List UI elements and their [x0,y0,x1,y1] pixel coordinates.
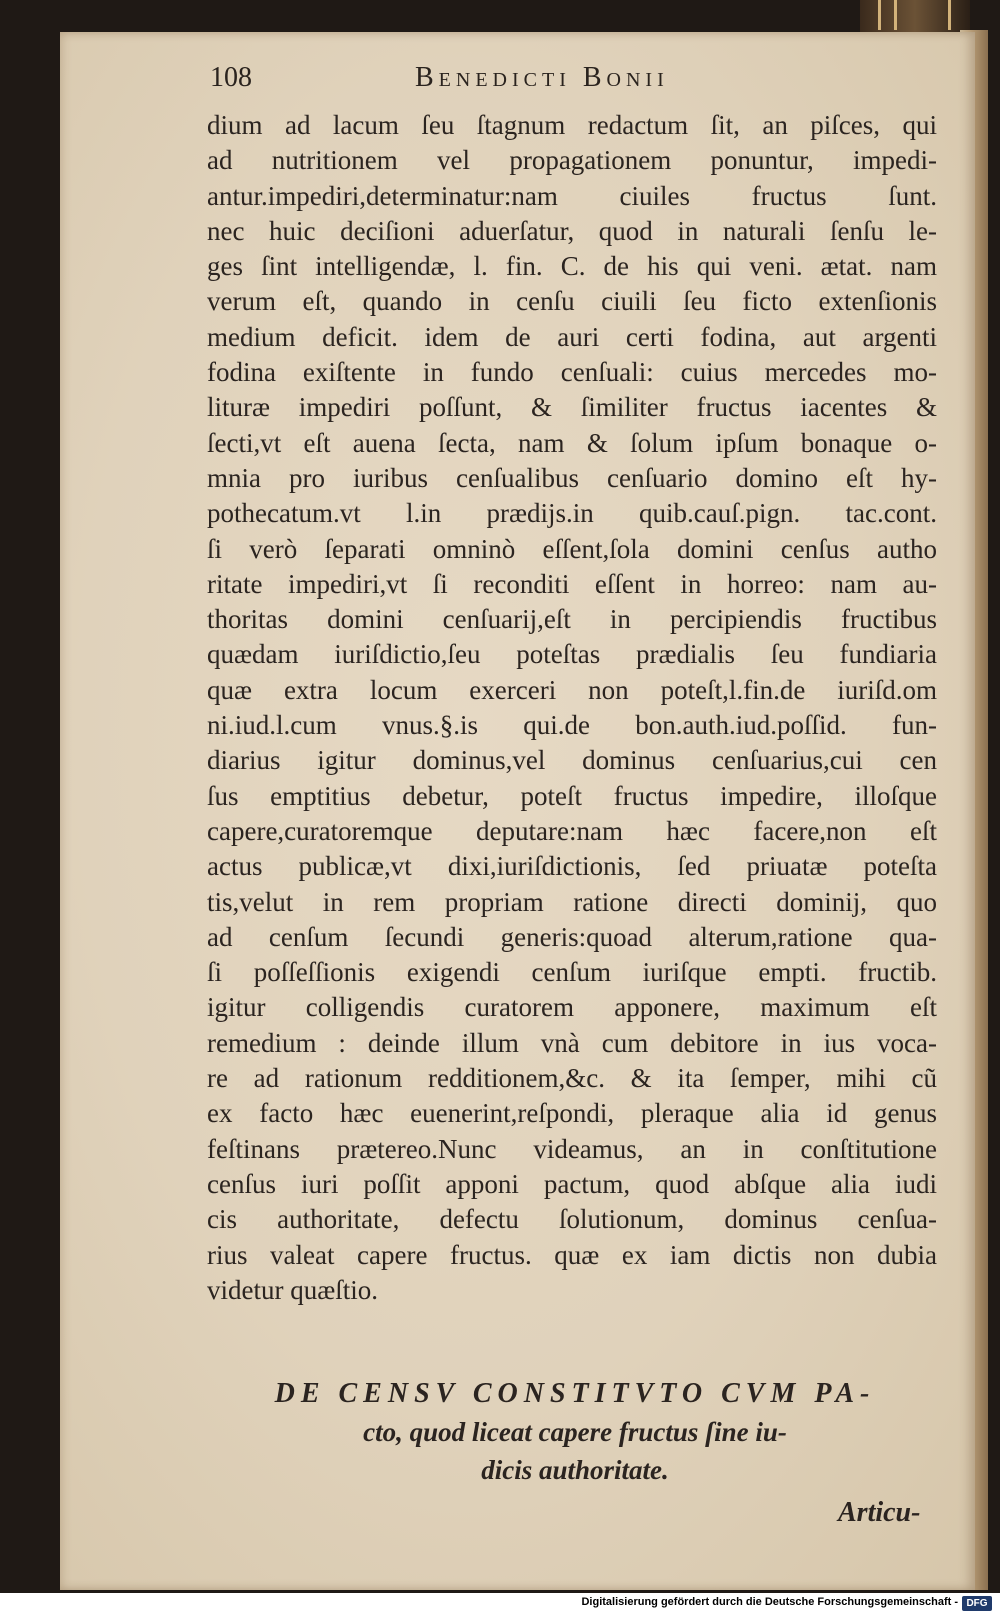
digitization-footer [0,1593,1000,1615]
text-line: rius valeat capere fructus. quæ ex iam dictis non dubia [207,1239,937,1270]
running-head: Benedicti Bonii [415,62,669,93]
funding-credit: Digitalisierung gefördert durch die Deutsche Forschungsgemeinschaft - [581,1596,958,1608]
text-line: videtur quæſtio. [207,1274,378,1305]
binding-thread [894,0,897,30]
text-line: quædam iuriſdictio,ſeu poteſtas prædialis ſeu fundiaria [207,639,937,670]
text-line: re ad rationum redditionem,&c. & ita ſemper, mihi cũ [207,1063,937,1094]
text-line: ex facto hæc euenerint,reſpondi, pleraque alia id genus [207,1098,937,1129]
section-heading-line: dicis authoritate. [481,1455,669,1485]
text-line: capere,curatoremque deputare:nam hæc facere,non eſt [207,815,937,846]
dfg-logo: DFG [962,1596,992,1611]
section-heading-line: cto, quod liceat capere fructus ſine iu- [363,1417,787,1447]
binding-thread [948,0,951,30]
binding-thread [878,0,881,30]
text-line: quæ extra locum exerceri non poteſt,l.fin.de iuriſd.om [207,674,937,705]
catchword: Articu- [838,1497,921,1528]
text-line: ritate impediri,vt ſi reconditi eſſent in horreo: nam au- [207,568,937,599]
text-line: feſtinans prætereo.Nunc videamus, an in conſtitutione [207,1133,937,1164]
text-line: dium ad lacum ſeu ſtagnum redactum ſit, an piſces, qui [207,110,937,140]
text-line: tis,velut in rem propriam ratione directi dominij, quo [207,886,937,917]
text-line: verum eſt, quando in cenſu ciuili ſeu ficto extenſionis [207,286,937,317]
text-line: cis authoritate, defectu ſolutionum, dominus cenſua- [207,1204,937,1235]
section-heading-line: DE CENSV CONSTITVTO CVM PA- [274,1378,876,1409]
text-line: antur.impediri,determinatur:nam ciuiles fructus ſunt. [207,180,937,211]
book-binding-edge [860,0,970,34]
text-line: ges ſint intelligendæ, l. fin. C. de his qui veni. ætat. nam [207,251,937,282]
page-header [210,62,940,102]
text-line: fodina exiſtente in fundo cenſuali: cuius mercedes mo- [207,357,937,388]
text-line: lituræ impediri poſſunt, & ſimiliter fructus iacentes & [207,392,937,423]
text-line: ſecti,vt eſt auena ſecta, nam & ſolum ipſum bonaque o- [207,427,937,458]
text-line: nec huic deciſioni aduerſatur, quod in naturali ſenſu le- [207,215,937,246]
text-line: thoritas domini cenſuarij,eſt in percipiendis fructibus [207,604,937,635]
text-line: mnia pro iuribus cenſualibus cenſuario domino eſt hy- [207,462,937,493]
text-line: ſus emptitius debetur, poteſt fructus impedire, illoſque [207,780,937,811]
text-line: cenſus iuri poſſit apponi pactum, quod abſque alia iudi [207,1168,937,1199]
section-heading [210,1375,940,1489]
text-line: actus publicæ,vt dixi,iuriſdictionis, ſed priuatæ poteſta [207,851,937,882]
text-line: remedium : deinde illum vnà cum debitore in ius voca- [207,1027,937,1058]
text-line: pothecatum.vt l.in prædijs.in quib.cauſ.pign. tac.cont. [207,498,937,529]
text-line: ſi poſſeſſionis exigendi cenſum iuriſque empti. fructib. [207,957,937,988]
text-line: igitur colligendis curatorem apponere, maximum eſt [207,992,937,1023]
page-number: 108 [210,62,252,93]
body-text [207,108,937,1308]
text-line: diarius igitur dominus,vel dominus cenſuarius,cui cen [207,745,937,776]
text-line: medium deficit. idem de auri certi fodina, aut argenti [207,321,937,352]
text-line: ad nutritionem vel propagationem ponuntur, impedi- [207,145,937,176]
text-line: ſi verò ſeparati omninò eſſent,ſola domini cenſus autho [207,533,937,564]
text-line: ni.iud.l.cum vnus.§.is qui.de bon.auth.iud.poſſid. fun- [207,710,937,741]
text-line: ad cenſum ſecundi generis:quoad alterum,ratione qua- [207,921,937,952]
